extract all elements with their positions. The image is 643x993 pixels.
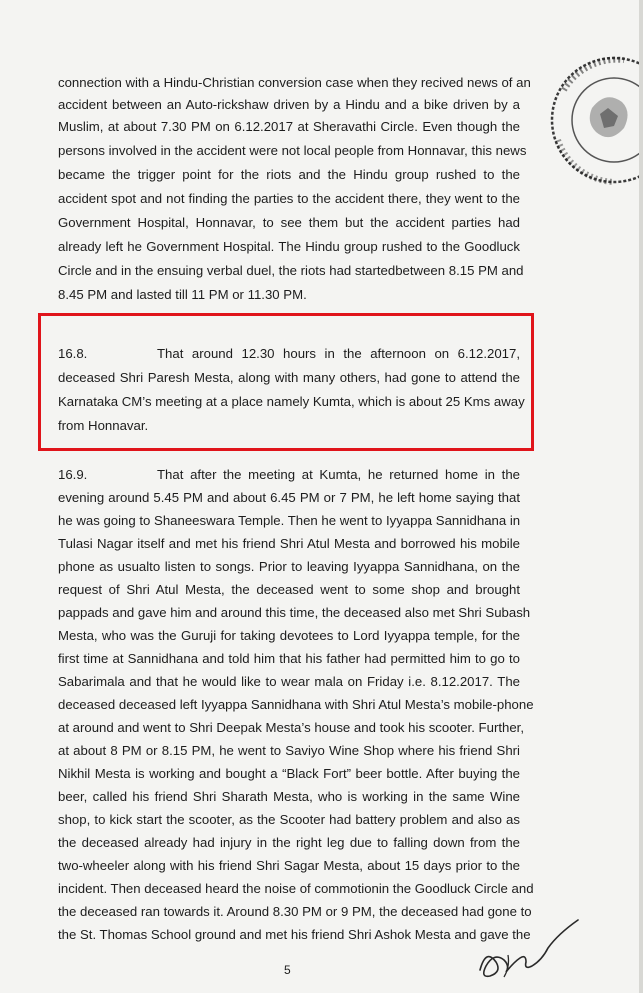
text-line: Sabarimala and that he would like to wear mala on Friday i.e. 8.12.2017. The <box>58 674 520 689</box>
text-line: persons involved in the accident were not local people from Honnavar, this news <box>58 143 527 158</box>
text-line: at about 8 PM or 8.15 PM, he went to Saviyo Wine Shop where his friend Shri <box>58 743 520 758</box>
text-line: That around 12.30 hours in the afternoon on 6.12.2017, <box>157 346 520 361</box>
text-line: accident between an Auto-rickshaw driven by a Hindu and a bike driven by a <box>58 97 520 112</box>
text-line: accident spot and not finding the parties to the accident there, they went to the <box>58 191 520 206</box>
text-line: Muslim, at about 7.30 PM on 6.12.2017 at Sheravathi Circle. Even though the <box>58 119 520 134</box>
page-number: 5 <box>284 963 291 977</box>
signature-mark <box>470 915 590 985</box>
text-line: request of Shri Atul Mesta, the deceased went to some shop and brought <box>58 582 520 597</box>
text-line: the St. Thomas School ground and met his friend Shri Ashok Mesta and gave the <box>58 927 531 942</box>
text-line: Nikhil Mesta is working and bought a “Black Fort” beer bottle. After buying the <box>58 766 520 781</box>
scan-edge <box>635 0 643 993</box>
text-line: at around and went to Shri Deepak Mesta’s house and took his scooter. Further, <box>58 720 524 735</box>
text-line: Tulasi Nagar itself and met his friend Shri Atul Mesta and borrowed his mobile <box>58 536 520 551</box>
paragraph-number: 16.9. <box>58 467 88 482</box>
text-line: deceased Shri Paresh Mesta, along with many others, had gone to attend the <box>58 370 520 385</box>
text-line: Mesta, who was the Guruji for taking devotees to Lord Iyyappa temple, for the <box>58 628 520 643</box>
text-line: That after the meeting at Kumta, he returned home in the <box>157 467 520 482</box>
text-line: beer, called his friend Shri Sharath Mesta, who is working in the same Wine <box>58 789 520 804</box>
text-line: phone as usualto listen to songs. Prior to leaving Iyyappa Sannidhana, on the <box>58 559 520 574</box>
text-line: connection with a Hindu-Christian conversion case when they recived news of an <box>58 75 531 90</box>
text-line: Karnataka CM’s meeting at a place namely Kumta, which is about 25 Kms away <box>58 394 525 409</box>
text-line: incident. Then deceased heard the noise of commotionin the Goodluck Circle and <box>58 881 534 896</box>
text-line: the deceased already had injury in the right leg due to falling down from the <box>58 835 520 850</box>
text-line: Circle and in the ensuing verbal duel, the riots had startedbetween 8.15 PM and <box>58 263 524 278</box>
text-line: the deceased ran towards it. Around 8.30 PM or 9 PM, the deceased had gone to <box>58 904 532 919</box>
text-line: Government Hospital, Honnavar, to see them but the accident parties had <box>58 215 520 230</box>
text-line: became the trigger point for the riots and the Hindu group rushed to the <box>58 167 520 182</box>
text-line: evening around 5.45 PM and about 6.45 PM or 7 PM, he left home saying that <box>58 490 520 505</box>
court-seal-stamp <box>534 30 643 190</box>
text-line: from Honnavar. <box>58 418 149 433</box>
text-line: two-wheeler along with his friend Shri Sagar Mesta, about 15 days prior to the <box>58 858 520 873</box>
text-line: pappads and gave him and around this time, the deceased also met Shri Subash <box>58 605 531 620</box>
text-line: shop, to kick start the scooter, as the Scooter had battery problem and also as <box>58 812 520 827</box>
text-line: first time at Sannidhana and told him that his father had permitted him to go to <box>58 651 520 666</box>
text-line: he was going to Shaneeswara Temple. Then he went to Iyyappa Sannidhana in <box>58 513 521 528</box>
text-line: already left he Government Hospital. The Hindu group rushed to the Goodluck <box>58 239 520 254</box>
text-line: 8.45 PM and lasted till 11 PM or 11.30 PM. <box>58 287 307 302</box>
text-line: deceased deceased left Iyyappa Sannidhana with Shri Atul Mesta’s mobile-phone <box>58 697 534 712</box>
paragraph-number: 16.8. <box>58 346 88 361</box>
